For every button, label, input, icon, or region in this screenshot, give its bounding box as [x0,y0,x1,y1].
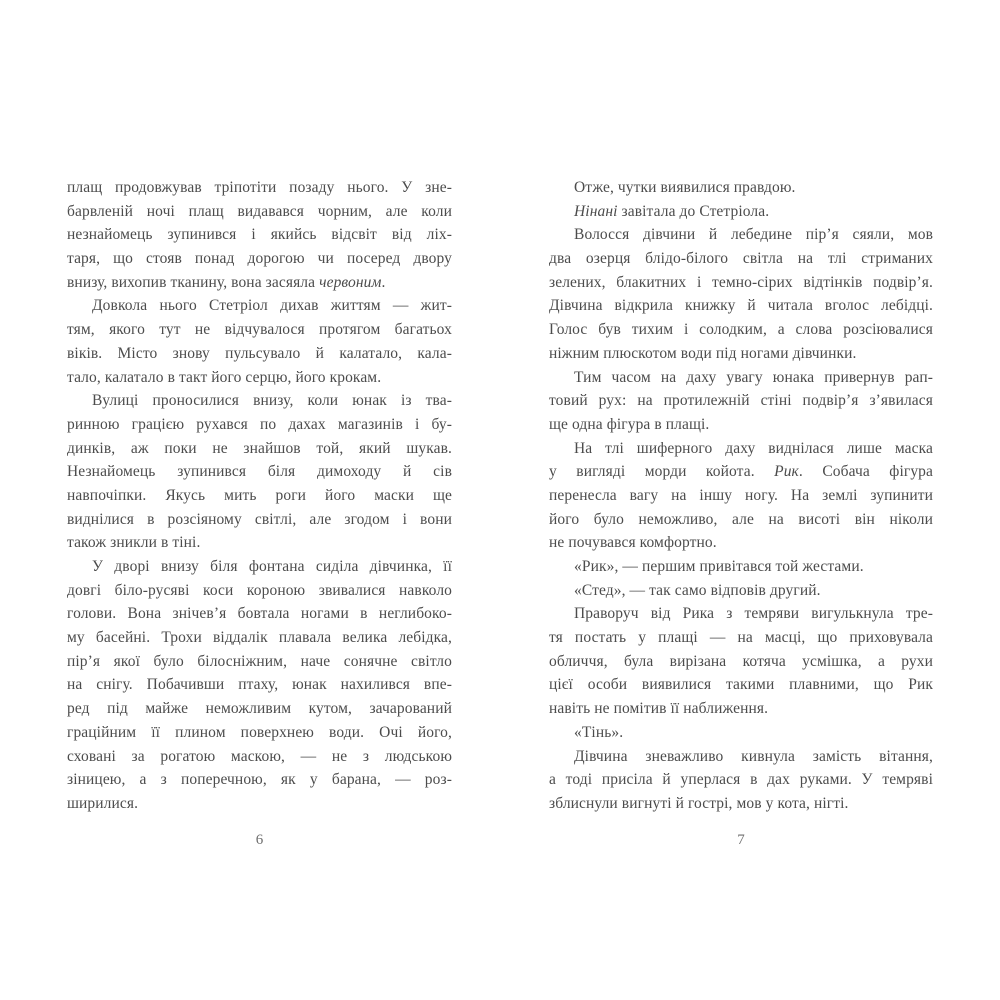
text-line: Отже, чутки виявилися правдою. [574,179,796,196]
text-line: товий рух: на протилежній стіні подвір’я з’явилася [549,392,933,410]
text-line: динків, аж поки не знайшов той, який шукав. [67,439,452,457]
text-line: навіть не помітив її наближення. [549,700,769,718]
text-line: обличчя, була вирізана котяча усмішка, а рухи [549,652,933,670]
page-number-left: 6 [255,832,264,848]
text-line: віків. Місто знову пульсувало й калатало, кала- [67,344,452,362]
page-number-right: 7 [737,832,745,848]
paragraph [549,745,933,816]
text-line: У дворі внизу біля фонтана сиділа дівчинка, її [92,558,452,575]
paragraph [67,555,452,816]
text-line: «Рик», — першим привітався той жестами. [574,558,864,575]
text-line: «Тінь». [574,723,624,741]
paragraph [549,223,933,365]
text-line: Праворуч від Рика з темряви вигулькнула тре- [574,605,933,623]
text-line: голови. Вона знічев’я бовтала ногами в неглибоко- [67,605,452,623]
italic-text: червоним [319,273,382,291]
text-line: не почувався комфортно. [549,534,717,552]
text-line: незнайомець зупинився і якийсь відсвіт від ліх- [67,226,452,244]
text-line: Тим часом на даху увагу юнака привернув рап- [574,368,933,386]
paragraph [549,366,933,437]
text-line: також зникли в тіні. [67,534,201,552]
page-left-text-column [67,176,452,816]
text-line: ширилися. [67,794,139,812]
text-line: його було неможливо, але на висоті він ніколи [549,510,933,528]
text-line: пір’я якої було білосніжним, наче сонячне світло [67,652,452,670]
text-line: довгі біло-русяві коси короною звивалися навколо [67,581,452,599]
text-line: ще одна фігура в плащі. [549,415,710,433]
text-line: цієї особи виявилися такими плавними, що Рик [549,676,933,694]
text-line: граційним її плином поверхнею води. Очі його, [67,723,452,741]
text-line: тям, якого тут не відчувалося протягом багатьох [67,321,452,339]
text-line: На тлі шиферного даху виднілася лише маска [574,439,933,457]
text-line: Дівчина зневажливо кивнула замість вітання, [574,747,933,765]
text-line: Волосся дівчини й лебедине пір’я сяяли, мов [574,226,933,244]
italic-text: Рик [774,463,799,481]
text-line: «Стед», — так само відповів другий. [574,581,821,599]
page-right-text-column [549,176,933,816]
text-line: му басейні. Трохи віддалік плавала велика лебідка, [67,629,452,647]
text-line: сховані за рогатою маскою, — не з людською [67,747,452,765]
text-line: на снігу. Побачивши птаху, юнак нахилився впе- [67,676,452,694]
text-line: ред під майже неможливим кутом, зачарований [67,700,452,718]
text-line: ніжним плюскотом води під ногами дівчинки. [549,344,857,362]
paragraph [549,437,933,555]
text-line: зелених, блакитних і темно-сірих відтінків подвір’я. [549,273,933,291]
text-line: навпочіпки. Якусь мить роги його маски ще [67,486,452,504]
text-line: Голос був тихим і солодким, а слова розсіювалися [549,321,933,339]
text-line: таря, що стояв понад дорогою чи посеред двору [67,250,452,268]
text-line: барвленій ночі плащ видавався чорним, але коли [67,202,452,220]
text-line: у вигляді морди койота. Рик. Собача фігура [549,463,933,481]
text-line: зблиснули вигнуті й гострі, мов у кота, нігті. [549,794,849,812]
text-line: а тоді присіла й уперлася в дах руками. У темряві [549,771,933,789]
text-line: Нінані завітала до Стетріола. [574,202,770,220]
paragraph [67,176,452,294]
paragraph [549,555,933,579]
text-line: внизу, вихопив тканину, вона засяяла червоним. [67,273,386,291]
paragraph [549,200,933,224]
text-line: плащ продовжував тріпотіти позаду нього. У зне- [67,179,452,196]
paragraph [549,602,933,720]
text-line: Незнайомець зупинився біля димоходу й сів [67,463,452,481]
text-line: ринною грацією рухався по дахах магазинів і бу- [67,415,452,433]
paragraph [67,294,452,389]
text-line: тя постать у плащі — на масці, що приховувала [549,629,933,647]
text-line: Вулиці проносилися внизу, коли юнак із тва- [92,392,452,410]
text-line: тало, калатало в такт його серцю, його крокам. [67,368,382,386]
text-line: зіницею, а з поперечною, як у барана, — роз- [67,771,452,789]
text-line: Дівчина відкрила книжку й читала вголос лебідці. [549,297,933,315]
italic-text: Нінані [574,202,618,220]
text-line: два озерця блідо-білого світла на тлі стриманих [549,250,933,268]
text-line: виднілися в розсіяному світлі, але згодом і вони [67,510,452,528]
paragraph [549,721,933,745]
text-line: перенесла вагу на іншу ногу. На землі зупинити [549,486,933,504]
paragraph [549,579,933,603]
paragraph [549,176,933,200]
paragraph [67,389,452,555]
text-line: Довкола нього Стетріол дихав життям — жит- [92,297,452,315]
